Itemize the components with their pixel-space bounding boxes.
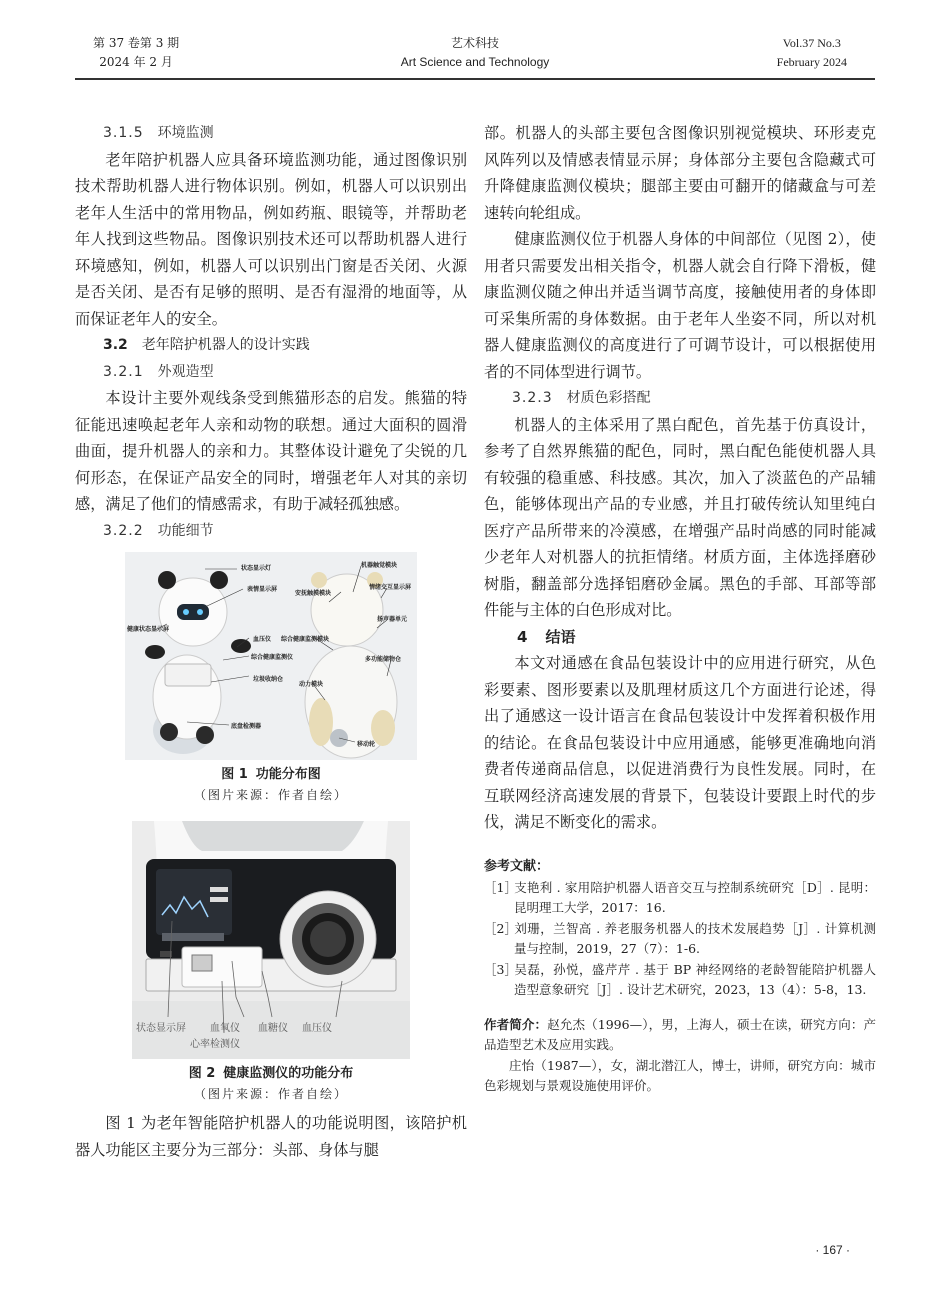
fig1-label: 机器触觉模块 [361, 562, 398, 569]
heading-3-2: 3.2 老年陪护机器人的设计实践 [103, 337, 310, 353]
fig1-label: 血压仪 [253, 636, 272, 643]
author-bio-2: 庄怡（1987—），女，湖北潜江人，博士，讲师，研究方向：城市色彩规划与景观设施使用评价。 [484, 1057, 876, 1093]
fig1-label: 安抚触摸模块 [295, 590, 332, 597]
paragraph: 部。机器人的头部主要包含图像识别视觉模块、环形麦克风阵列以及情感表情显示屏；身体部分主要包含隐藏式可升降健康监测仪模块；腿部主要由可翻开的储藏盒与可差速转向轮组成。 [484, 124, 876, 222]
issue-date: 2024 年 2 月 [99, 55, 173, 69]
paragraph: 健康监测仪位于机器人身体的中间部位（见图 2），使用者只需要发出相关指令，机器人就会自行降下滑板，健康监测仪随之伸出并适当调节高度，接触使用者的身体即可采集所需的身体数据。由于老年人坐姿不同，所以对机器人健康监测仪的高度进行了可调节设计，可以根据使用者的不同体型进行调节。 [484, 230, 876, 381]
heading-4-conclusion: 4 结语 [517, 627, 576, 646]
figure-2-source: （图片来源：作者自绘） [193, 1087, 348, 1101]
figure-1-caption: 图 1 功能分布图 [221, 767, 321, 782]
reference-item: ［1］支艳利 . 家用陪护机器人语音交互与控制系统研究［D］. 昆明：昆明理工大学，2017：16. [484, 879, 876, 915]
right-column [484, 120, 876, 1097]
author-bio: 作者简介：赵允杰（1996—），男，上海人，硕士在读，研究方向：产品造型艺术及应用实践。 [484, 1016, 876, 1052]
journal-title-en: Art Science and Technology [400, 55, 550, 69]
fig1-label: 垃圾收纳仓 [253, 676, 284, 683]
fig1-label: 综合健康监测仪 [251, 654, 294, 661]
paragraph: 本文对通感在食品包装设计中的应用进行研究，从色彩要素、图形要素以及肌理材质这几个方面进行论述，得出了通感这一设计语言在食品包装设计中发挥着积极作用的结论。在食品包装设计中应用通感，能够更准确地向消费者传递商品信息，以促进消费行为良性发展。同时，在互联网经济高速发展的背景下，包装设计要跟上时代的步伐，满足不断变化的需求。 [484, 654, 876, 831]
paragraph: 老年陪护机器人应具备环境监测功能，通过图像识别技术帮助机器人进行物体识别。例如，机器人可以识别出老年人生活中的常用物品，例如药瓶、眼镜等，并帮助老年人找到这些物品。图像识别技术还可以帮助机器人进行环境感知，例如，机器人可以识别出门窗是否关闭、火源是否关闭、是否有足够的照明、是否有湿滑的地面等，从而保证老年人的安全。 [75, 150, 467, 328]
paragraph: 机器人的主体采用了黑白配色，首先基于仿真设计，参考了自然界熊猫的配色，同时，黑白配色能使机器人具有较强的稳重感、科技感。其次，加入了淡蓝色的产品辅色，能够体现出产品的专业感，并且打破传统认知里纯白医疗产品所带来的冷漠感，在增强产品时尚感的同时能减少老年人对机器人的抗拒情绪。材质方面，主体选择磨砂树脂，翻盖部分选择铝磨砂金属。黑色的手部、耳部等部件能与主体的白色形成对比。 [484, 415, 876, 619]
figure-1-source: （图片来源：作者自绘） [193, 788, 348, 802]
figure-1-function-map [125, 552, 417, 760]
heading-3-1-5: 3.1.5 环境监测 [103, 125, 214, 141]
fig2-label: 状态显示屏 [136, 1023, 186, 1034]
heading-3-2-2: 3.2.2 功能细节 [103, 522, 214, 539]
fig1-label: 移动轮 [357, 741, 376, 748]
fig1-label: 状态显示灯 [241, 565, 272, 572]
paragraph: 本设计主要外观线条受到熊猫形态的启发。熊猫的特征能迅速唤起老年人亲和动物的联想。通过大面积的圆滑曲面，提升机器人的亲和力。其整体设计避免了尖锐的几何形态，在保证产品安全的同时，增强老年人对其的亲切感，满足了他们的情感需求，有助于减轻孤独感。 [75, 389, 467, 513]
journal-volume-en [777, 34, 847, 72]
fig2-label: 血压仪 [302, 1023, 332, 1034]
running-header [75, 34, 875, 80]
fig1-label: 综合健康监测模块 [281, 636, 330, 643]
reference-item: ［2］刘珊，兰智高 . 养老服务机器人的技术发展趋势［J］. 计算机测量与控制，2019，27（7）：1-6. [484, 920, 876, 956]
volume-issue-en: Vol.37 No.3 [782, 36, 841, 50]
paragraph: 图 1 为老年智能陪护机器人的功能说明图，该陪护机器人功能区主要分为三部分：头部、身体与腿 [75, 1114, 467, 1159]
figure-2-health-monitor [132, 821, 410, 1059]
journal-title-cn: 艺术科技 [450, 36, 499, 50]
fig2-label: 血糖仪 [258, 1023, 288, 1034]
fig2-label: 血氧仪 [210, 1023, 240, 1034]
heading-3-2-3: 3.2.3 材质色彩搭配 [512, 390, 651, 406]
journal-title [75, 34, 875, 72]
reference-item: ［3］吴磊，孙悦，盛芹芹 . 基于 BP 神经网络的老龄智能陪护机器人造型意象研究［J］. 设计艺术研究，2023，13（4）：5-8，13. [484, 961, 876, 997]
fig1-label: 多功能储物仓 [365, 656, 402, 663]
fig2-label: 心率检测仪 [190, 1039, 240, 1050]
heading-3-2-1: 3.2.1 外观造型 [103, 363, 214, 380]
fig1-label: 底盘检测器 [231, 723, 262, 730]
fig1-label: 健康状态显示屏 [127, 626, 170, 633]
left-column [75, 120, 467, 1163]
fig1-label: 动力模块 [299, 681, 324, 688]
issue-date-en: February 2024 [776, 55, 847, 69]
fig1-label: 情绪交互显示屏 [369, 584, 412, 591]
page-number: · 167 · [815, 1243, 850, 1257]
fig1-label: 表情显示屏 [247, 586, 278, 593]
volume-issue: 第 37 卷第 3 期 [93, 36, 180, 50]
figure-2-caption: 图 2 健康监测仪的功能分布 [188, 1066, 354, 1081]
references-heading: 参考文献： [484, 858, 550, 874]
fig1-label: 扬声器单元 [377, 616, 408, 623]
